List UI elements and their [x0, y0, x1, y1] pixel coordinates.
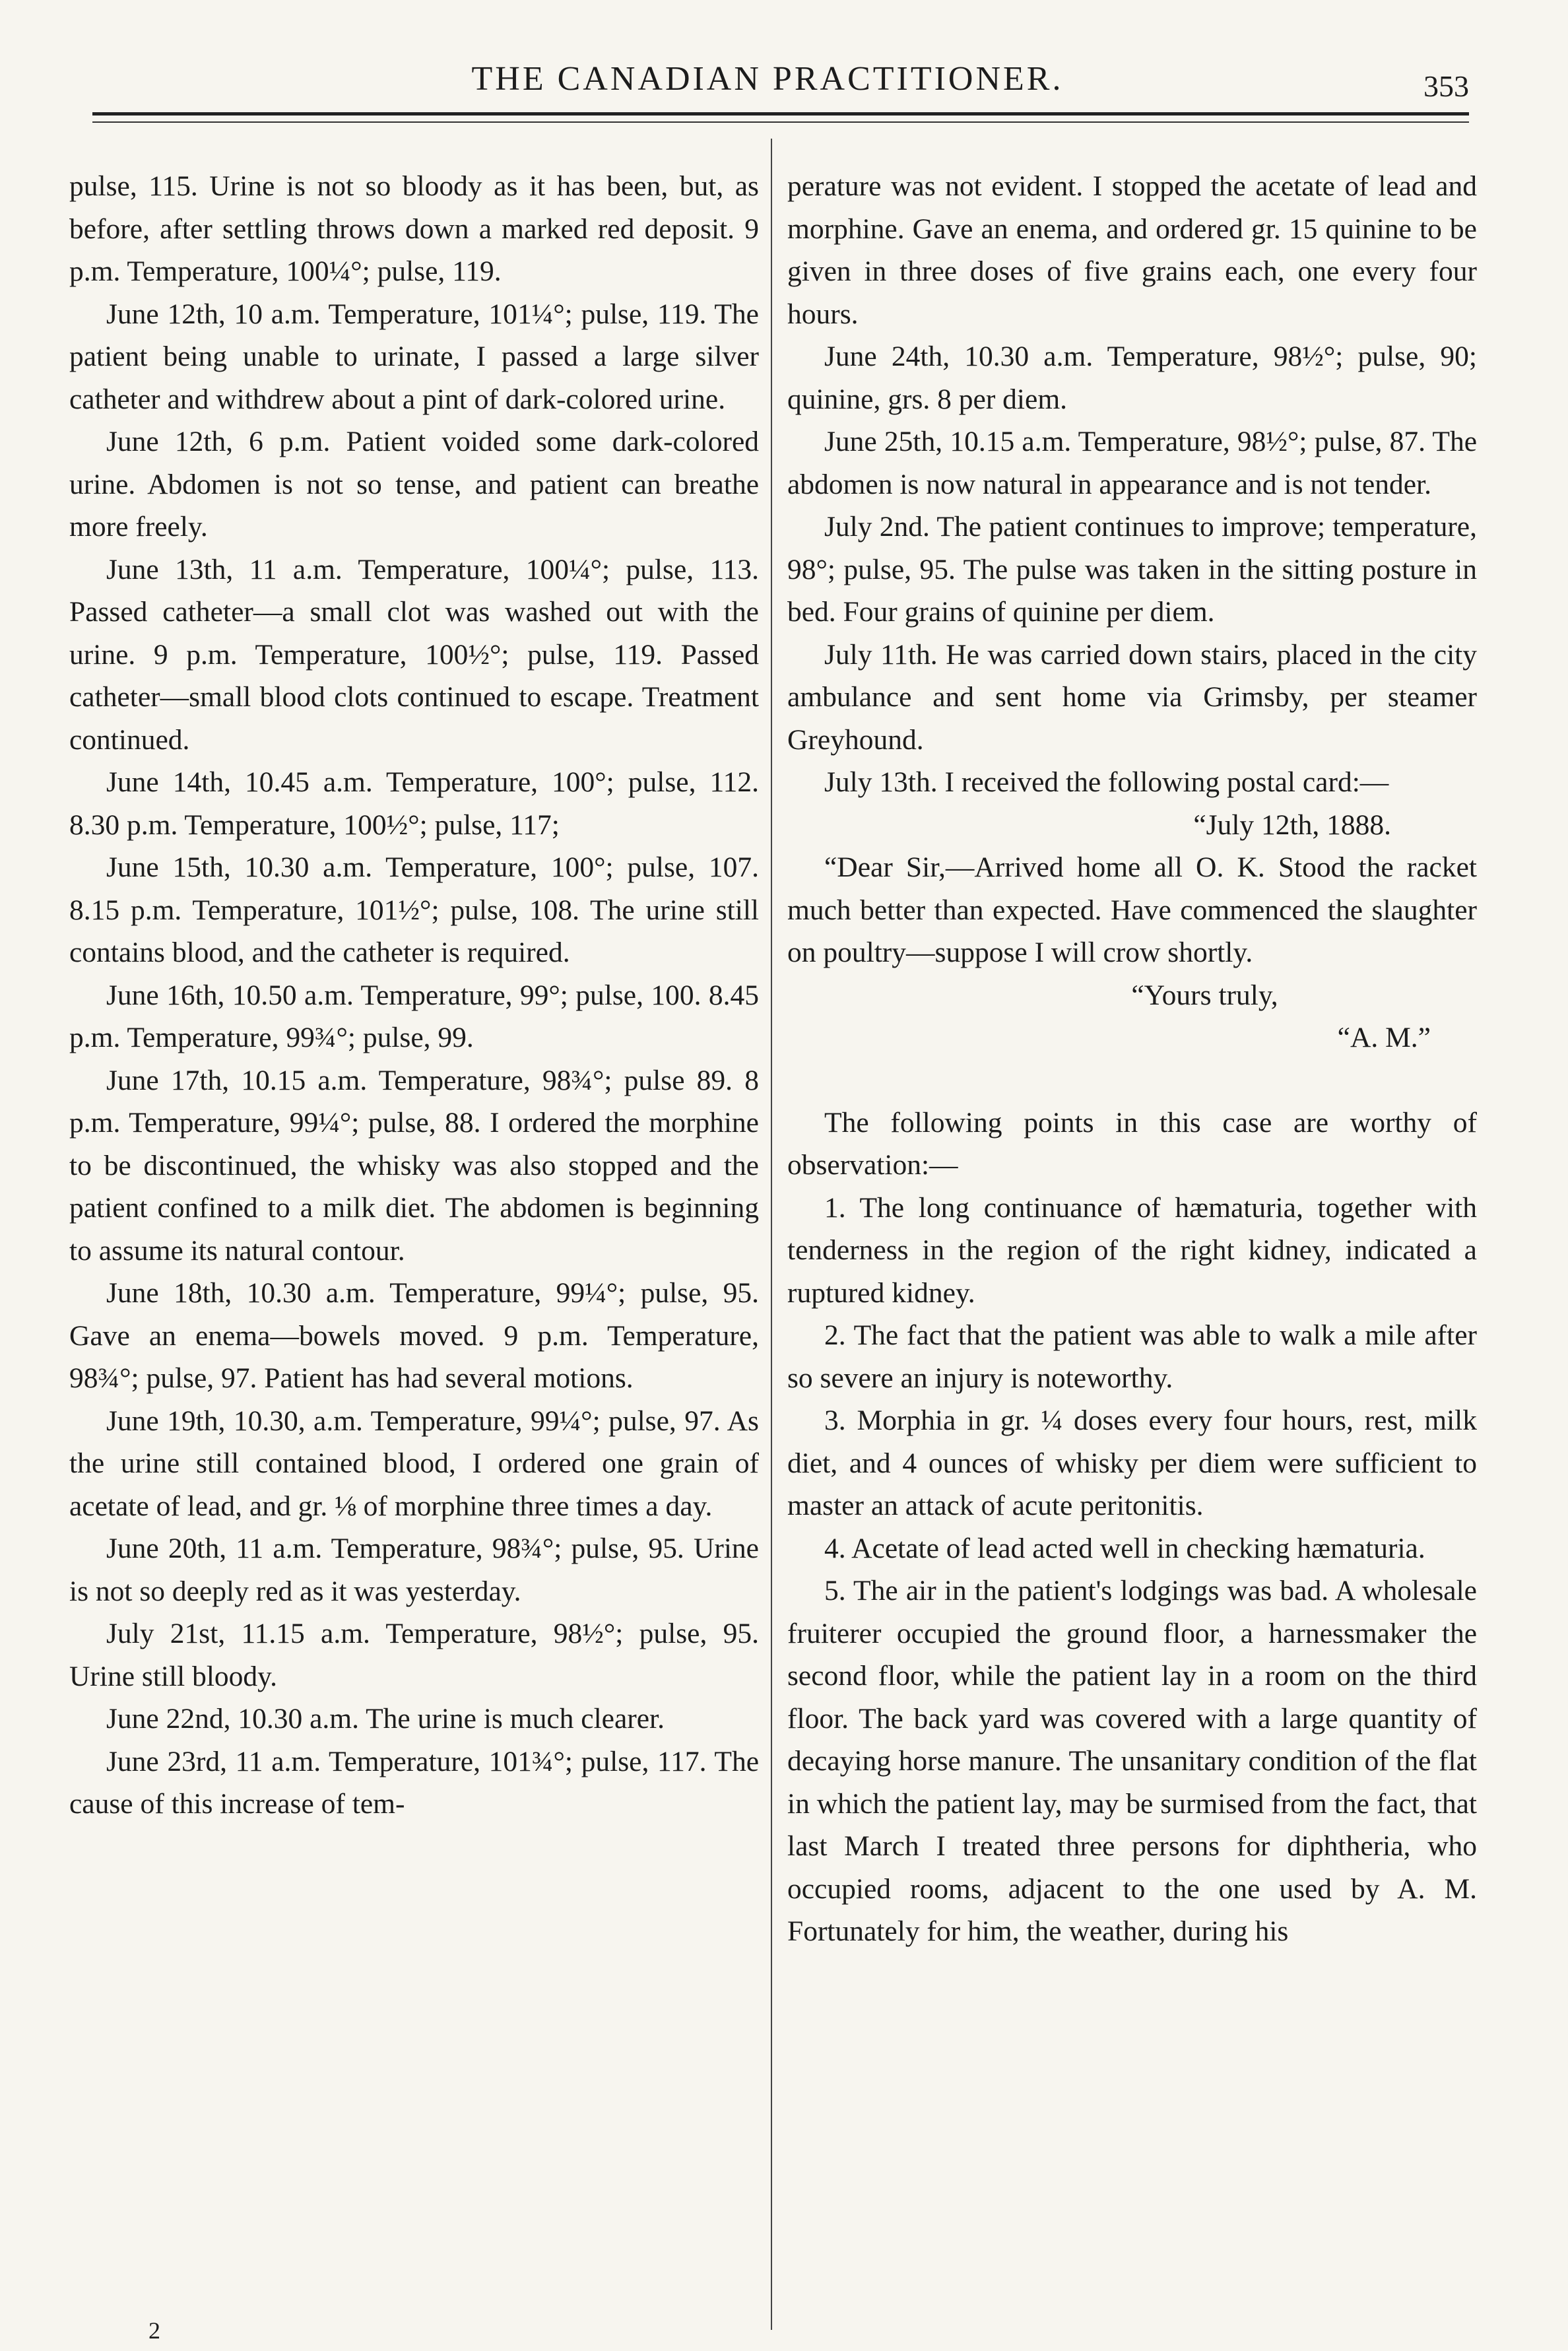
running-head: THE CANADIAN PRACTITIONER.	[471, 60, 1064, 98]
paragraph: July 11th. He was carried down stairs, placed in the city ambulance and sent home via Grimsby, per steamer Greyhound.	[787, 638, 1477, 756]
right-column	[787, 165, 1477, 1953]
paragraph: June 25th, 10.15 a.m. Temperature, 98½°; pulse, 87. The abdomen is now natural in appearance and is not tender.	[787, 426, 1477, 500]
paragraph: July 2nd. The patient continues to improve; temperature, 98°; pulse, 95. The pulse was taken in the sitting posture in bed. Four grains of quinine per diem.	[787, 511, 1477, 628]
observation-item: 5. The air in the patient's lodgings was bad. A wholesale fruiterer occupied the ground floor, a harnessmaker the second floor, while the patient lay in a room on the third floor. The back yard was covered with a large quantity of decaying horse manure. The unsanitary condition of the flat in which the patient lay, may be surmised from the fact, that last March I treated three persons for diphtheria, who occupied rooms, adjacent to the one used by A. M. Fortunately for him, the weather, during his	[787, 1575, 1477, 1947]
header-rule-thick	[92, 112, 1469, 116]
observation-item: 4. Acetate of lead acted well in checking hæmaturia.	[824, 1532, 1425, 1564]
paragraph: June 20th, 11 a.m. Temperature, 98¾°; pulse, 95. Urine is not so deeply red as it was yesterday.	[69, 1533, 759, 1607]
paragraph: June 16th, 10.50 a.m. Temperature, 99°; pulse, 100. 8.45 p.m. Temperature, 99¾°; pulse, 99.	[69, 979, 759, 1053]
observation-item: 3. Morphia in gr. ¼ doses every four hours, rest, milk diet, and 4 ounces of whisky per diem were sufficient to master an attack of acute peritonitis.	[787, 1405, 1477, 1521]
page-number: 353	[1423, 69, 1469, 103]
paragraph: June 15th, 10.30 a.m. Temperature, 100°; pulse, 107. 8.15 p.m. Temperature, 101½°; pulse, 108. The urine still contains blood, and the catheter is required.	[69, 851, 759, 968]
paragraph: pulse, 115. Urine is not so bloody as it has been, but, as before, after settling throws down a marked red deposit. 9 p.m. Temperature, 100¼°; pulse, 119.	[69, 170, 759, 287]
paragraph: June 12th, 10 a.m. Temperature, 101¼°; pulse, 119. The patient being unable to urinate, I passed a large silver catheter and withdrew about a pint of dark-colored urine.	[69, 298, 759, 415]
paragraph: June 23rd, 11 a.m. Temperature, 101¾°; pulse, 117. The cause of this increase of tem-	[69, 1745, 759, 1820]
column-divider	[771, 139, 772, 2330]
paragraph: June 14th, 10.45 a.m. Temperature, 100°; pulse, 112. 8.30 p.m. Temperature, 100½°; pulse, 117;	[69, 766, 759, 841]
observation-item: 2. The fact that the patient was able to walk a mile after so severe an injury is noteworthy.	[787, 1319, 1477, 1394]
paragraph: June 24th, 10.30 a.m. Temperature, 98½°; pulse, 90; quinine, grs. 8 per diem.	[787, 341, 1477, 415]
left-column	[69, 165, 759, 1826]
postal-card-signature: “A. M.”	[1337, 1022, 1431, 1053]
postal-card-closing: “Yours truly,	[1131, 979, 1278, 1011]
paragraph: June 12th, 6 p.m. Patient voided some dark-colored urine. Abdomen is not so tense, and patient can breathe more freely.	[69, 426, 759, 543]
paragraph: June 13th, 11 a.m. Temperature, 100¼°; pulse, 113. Passed catheter—a small clot was washed out with the urine. 9 p.m. Temperature, 100½°; pulse, 119. Passed catheter—small blood clots continued to escape. Treatment continued.	[69, 553, 759, 756]
page-header	[66, 40, 1469, 119]
paragraph: June 17th, 10.15 a.m. Temperature, 98¾°; pulse 89. 8 p.m. Temperature, 99¼°; pulse, 88. I ordered the morphine to be discontinued, the whisky was also stopped and the patient confined to a milk diet. The abdomen is beginning to assume its natural contour.	[69, 1064, 759, 1267]
paragraph: The following points in this case are worthy of observation:—	[787, 1106, 1477, 1181]
footer-mark: 2	[148, 2317, 160, 2344]
paragraph: June 22nd, 10.30 a.m. The urine is much clearer.	[106, 1703, 665, 1735]
paragraph: July 21st, 11.15 a.m. Temperature, 98½°; pulse, 95. Urine still bloody.	[69, 1618, 759, 1692]
postal-card-date: “July 12th, 1888.	[1193, 809, 1391, 841]
observation-item: 1. The long continuance of hæmaturia, together with tenderness in the region of the right kidney, indicated a ruptured kidney.	[787, 1191, 1477, 1309]
paragraph: perature was not evident. I stopped the acetate of lead and morphine. Gave an enema, and ordered gr. 15 quinine to be given in three doses of five grains each, one every four hours.	[787, 170, 1477, 330]
paragraph: June 18th, 10.30 a.m. Temperature, 99¼°; pulse, 95. Gave an enema—bowels moved. 9 p.m. Temperature, 98¾°; pulse, 97. Patient has had several motions.	[69, 1277, 759, 1394]
paragraph: June 19th, 10.30, a.m. Temperature, 99¼°; pulse, 97. As the urine still contained blood, I ordered one grain of acetate of lead, and gr. ⅛ of morphine three times a day.	[69, 1405, 759, 1522]
postal-card-body: “Dear Sir,—Arrived home all O. K. Stood the racket much better than expected. Have commenced the slaughter on poultry—suppose I will crow shortly.	[787, 851, 1477, 968]
paragraph: July 13th. I received the following postal card:—	[824, 766, 1389, 798]
header-rule-thin	[92, 121, 1469, 123]
